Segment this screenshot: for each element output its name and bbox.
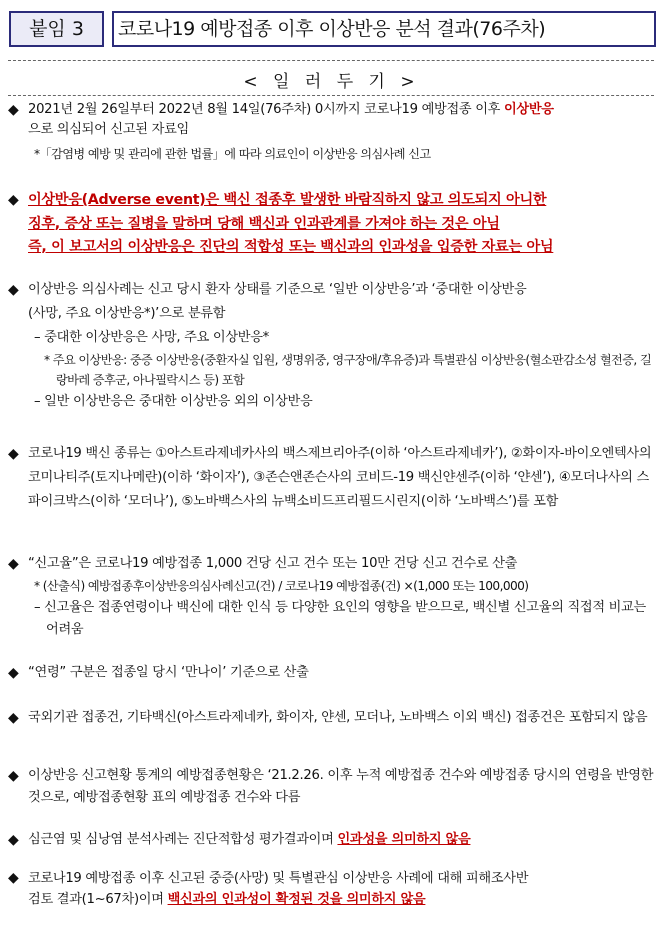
item-2-line-1: 이상반응(Adverse event)은 백신 접종후 발생한 바람직하지 않고 의도되지 아니한 xyxy=(28,192,547,208)
item-6-text: “연령” 구분은 접종일 당시 ‘만나이’ 기준으로 산출 xyxy=(28,665,309,680)
item-1-text: 2021년 2월 26일부터 2022년 8월 14일(76주차) 0시까지 코로나19 예방접종 이후 xyxy=(28,102,504,117)
bullet-diamond-icon: ◆ xyxy=(8,102,19,118)
item-9-text: 심근염 및 심낭염 분석사례는 진단적합성 평가결과이며 xyxy=(28,832,338,847)
item-3-sub-general: – 일반 이상반응은 중대한 이상반응 외의 이상반응 xyxy=(34,394,313,409)
note-item-7 xyxy=(8,707,656,729)
bullet-diamond-icon: ◆ xyxy=(8,665,19,681)
item-10-line-1: 코로나19 예방접종 이후 신고된 중증(사망) 및 특별관심 이상반응 사례에 대해 피해조사반 xyxy=(28,871,529,886)
divider-top xyxy=(8,60,654,61)
item-5-formula: * (산출식) 예방접종후이상반응의심사례신고(건) / 코로나19 예방접종(건) ×(1,000 또는 100,000) xyxy=(34,579,529,593)
item-3-line-2: (사망, 주요 이상반응*)’으로 분류함 xyxy=(28,306,226,321)
item-3-footnote: * 주요 이상반응: 중증 이상반응(중환자실 입원, 생명위중, 영구장애/후유증)과 특별관심 이상반응(혈소판감소성 혈전증, 길랑바레 증후군, 아나필락시스 등) 포함 xyxy=(44,353,652,387)
note-item-10 xyxy=(8,868,656,910)
note-item-4 xyxy=(8,442,656,514)
bullet-diamond-icon: ◆ xyxy=(8,282,19,298)
item-10-line-2: 검토 결과(1~67차)이며 xyxy=(28,892,168,907)
bullet-diamond-icon: ◆ xyxy=(8,768,19,784)
note-item-8 xyxy=(8,765,656,809)
item-1-text-2: 으로 의심되어 신고된 자료임 xyxy=(28,122,189,137)
item-5-text: “신고율”은 코로나19 예방접종 1,000 건당 신고 건수 또는 10만 건당 신고 건수로 산출 xyxy=(28,556,518,571)
item-3-sub-serious: – 중대한 이상반응은 사망, 주요 이상반응* xyxy=(34,330,269,345)
bullet-diamond-icon: ◆ xyxy=(8,192,19,208)
report-title: 코로나19 예방접종 이후 이상반응 분석 결과(76주차) xyxy=(112,11,656,47)
item-7-text: 국외기관 접종건, 기타백신(아스트라제네카, 화이자, 얀센, 모더나, 노바백스 이외 백신) 접종건은 포함되지 않음 xyxy=(28,710,648,725)
note-item-1 xyxy=(8,100,656,164)
bullet-diamond-icon: ◆ xyxy=(8,710,19,726)
item-4-text: 코로나19 백신 종류는 ①아스트라제네카사의 백스제브리아주(이하 ‘아스트라제네카’), ②화이자-바이오엔텍사의 코미나티주(토지나메란)(이하 ‘화이자’), ③존슨앤존슨사의 코비드-19 백신얀센주(이하 ‘얀센’), ④모더나사의 스파이크박스(이하 ‘모더나’), ⑤노바백스사의 뉴백소비드프리필드시린지(이하 ‘노바백스’)를 포함 xyxy=(28,446,652,509)
bullet-diamond-icon: ◆ xyxy=(8,870,19,886)
item-1-emphasis: 이상반응 xyxy=(503,102,554,117)
item-5-sub: – 신고율은 접종연령이나 백신에 대한 인식 등 다양한 요인의 영향을 받으므로, 백신별 신고율의 직접적 비교는 어려움 xyxy=(34,600,646,637)
item-9-emphasis: 인과성을 의미하지 않음 xyxy=(337,832,471,847)
item-2-line-2: 징후, 증상 또는 질병을 말하며 당해 백신과 인과관계를 가져야 하는 것은 아님 xyxy=(28,215,500,232)
bullet-diamond-icon: ◆ xyxy=(8,832,19,848)
item-3-line-1: 이상반응 의심사례는 신고 당시 환자 상태를 기준으로 ‘일반 이상반응’과 ‘중대한 이상반응 xyxy=(28,282,527,297)
divider-bottom xyxy=(8,95,654,96)
note-item-3 xyxy=(8,278,656,414)
item-8-text: 이상반응 신고현황 통계의 예방접종현황은 ‘21.2.26. 이후 누적 예방접종 건수와 예방접종 당시의 연령을 반영한 것으로, 예방접종현황 표의 예방접종 건수와 다름 xyxy=(28,768,654,805)
item-2-line-3: 즉, 이 보고서의 이상반응은 진단의 적합성 또는 백신과의 인과성을 입증한 자료는 아님 xyxy=(28,239,554,255)
note-item-2 xyxy=(8,189,656,260)
note-item-9 xyxy=(8,830,656,850)
item-10-emphasis: 백신과의 인과성이 확정된 것을 의미하지 않음 xyxy=(167,892,426,907)
section-title: < 일 러 두 기 > xyxy=(243,72,420,92)
attachment-label: 붙임 3 xyxy=(9,11,104,47)
note-item-6 xyxy=(8,663,656,683)
bullet-diamond-icon: ◆ xyxy=(8,556,19,572)
bullet-diamond-icon: ◆ xyxy=(8,446,19,462)
item-1-footnote: *「감염병 예방 및 관리에 관한 법률」에 따라 의료인이 이상반응 의심사례 신고 xyxy=(34,147,431,161)
note-item-5 xyxy=(8,553,656,641)
